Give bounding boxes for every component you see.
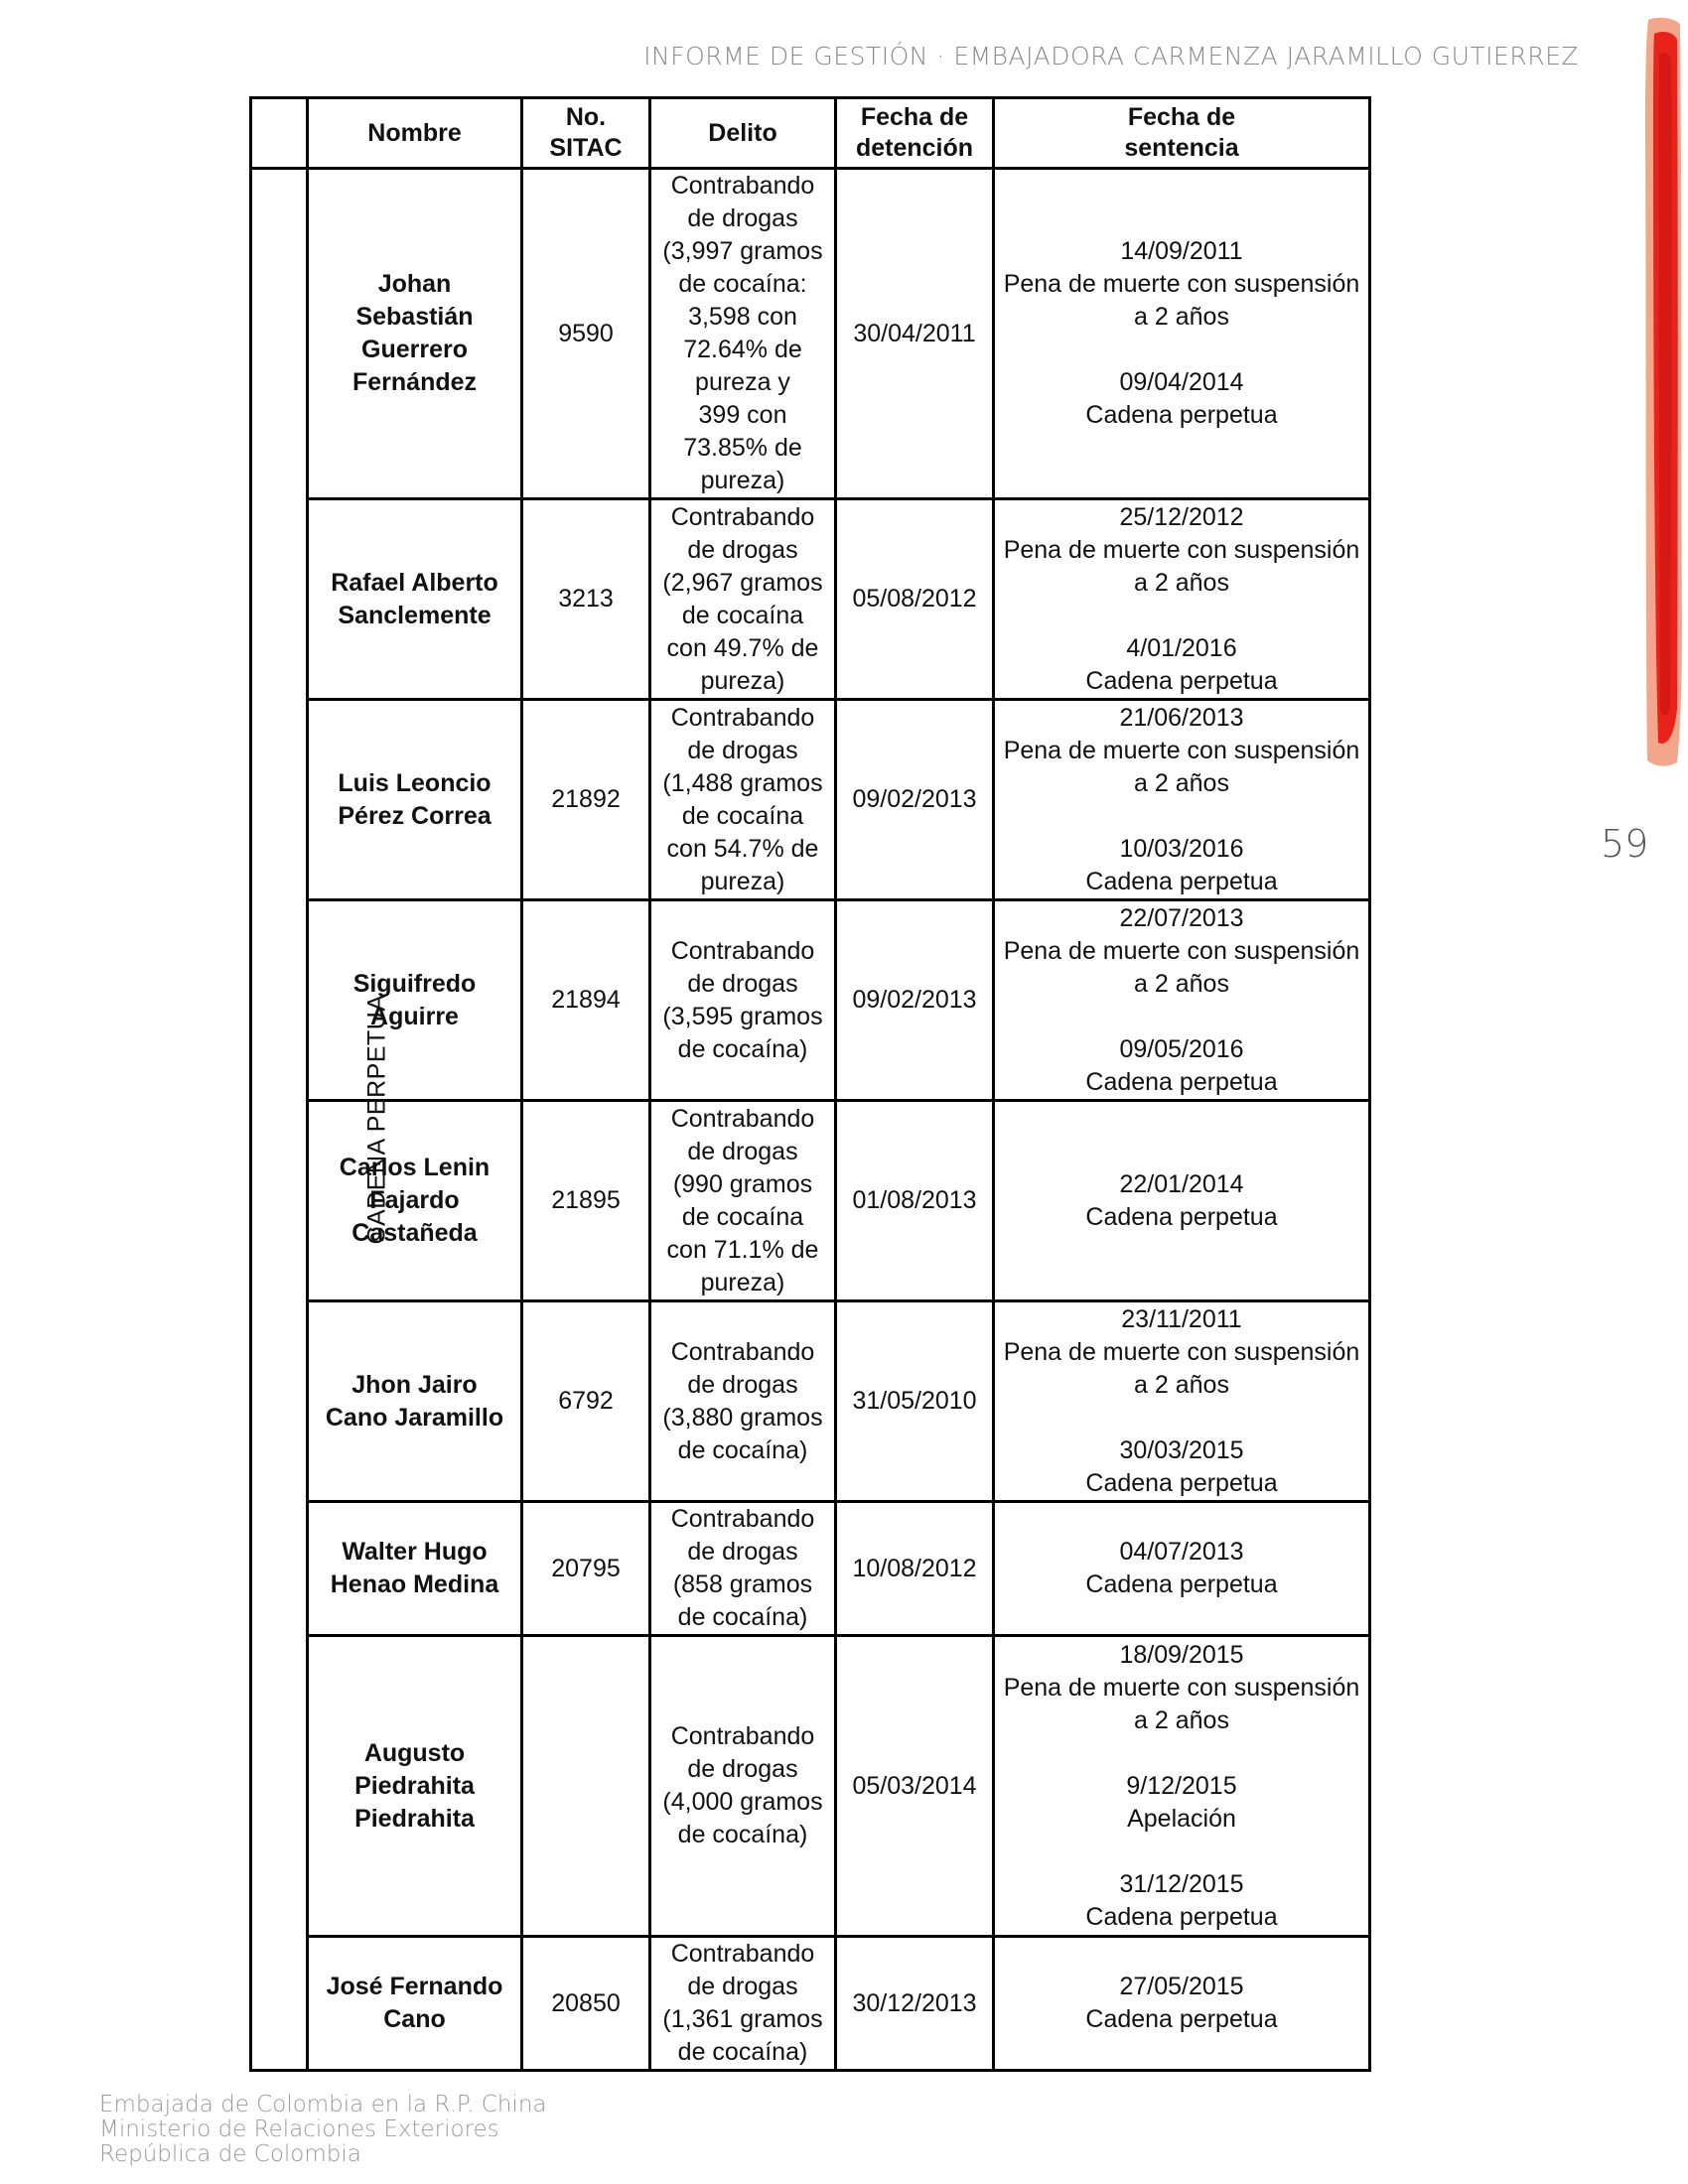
sentence-entry: 04/07/2013 Cadena perpetua [1085, 1538, 1278, 1598]
cell-nombre: Rafael Alberto Sanclemente [308, 499, 522, 700]
sentence-entry: 21/06/2013 Pena de muerte con suspensión a 2 años [1003, 703, 1360, 797]
cell-sitac: 6792 [522, 1301, 650, 1502]
cell-nombre: Johan Sebastián Guerrero Fernández [308, 169, 522, 499]
column-header-nombre: Nombre [308, 98, 522, 169]
footer-line-country: República de Colombia [99, 2141, 361, 2167]
cell-nombre: Siguifredo Aguirre [308, 900, 522, 1101]
cell-sitac [522, 1636, 650, 1937]
cell-fecha-sentencia [994, 1937, 1370, 2071]
column-header-sitac: No. SITAC [522, 98, 650, 169]
side-label-cell [251, 169, 391, 2071]
table-row [251, 1502, 1370, 1636]
sentence-entry: 09/04/2014 Cadena perpetua [1085, 368, 1278, 429]
sentence-entry: 09/05/2016 Cadena perpetua [1085, 1034, 1278, 1096]
cell-nombre: José Fernando Cano [308, 1937, 522, 2071]
cell-sitac: 20850 [522, 1937, 650, 2071]
cell-delito: Contrabando de drogas (1,361 gramos de cocaína) [650, 1937, 836, 2071]
cell-delito: Contrabando de drogas (3,595 gramos de cocaína) [650, 900, 836, 1101]
cell-delito: Contrabando de drogas (3,880 gramos de cocaína) [650, 1301, 836, 1502]
cell-sitac: 20795 [522, 1502, 650, 1636]
sentence-entry: 4/01/2016 Cadena perpetua [1085, 633, 1278, 695]
column-header-fecha-detencion: Fecha de detención [836, 98, 994, 169]
page-header: INFORME DE GESTIÓN · EMBAJADORA CARMENZA JARAMILLO GUTIERREZ [643, 42, 1579, 70]
header-empty-cell [251, 98, 308, 169]
cell-delito: Contrabando de drogas (1,488 gramos de cocaína con 54.7% de pureza) [650, 700, 836, 900]
sentence-entry: 22/07/2013 Pena de muerte con suspensión a 2 años [1003, 903, 1360, 998]
table-row [251, 1636, 1370, 1937]
cell-sitac: 21895 [522, 1101, 650, 1301]
sentence-entry: 18/09/2015 Pena de muerte con suspensión a 2 años [1003, 1640, 1360, 1734]
cell-fecha-detencion: 01/08/2013 [836, 1101, 994, 1301]
cell-sitac: 9590 [522, 169, 650, 499]
cell-delito: Contrabando de drogas (990 gramos de cocaína con 71.1% de pureza) [650, 1101, 836, 1301]
cell-fecha-detencion: 30/04/2011 [836, 169, 994, 499]
table-row [251, 900, 1370, 1101]
cell-fecha-detencion: 30/12/2013 [836, 1937, 994, 2071]
table-row [251, 499, 1370, 700]
cell-fecha-sentencia [994, 1301, 1370, 1502]
page-number: 59 [1601, 822, 1649, 866]
cell-delito: Contrabando de drogas (4,000 gramos de cocaína) [650, 1636, 836, 1937]
cell-fecha-detencion: 09/02/2013 [836, 700, 994, 900]
sentence-entry: 22/01/2014 Cadena perpetua [1085, 1169, 1278, 1231]
cell-fecha-sentencia [994, 1502, 1370, 1636]
table-row [251, 1937, 1370, 2071]
sentence-entry: 31/12/2015 Cadena perpetua [1085, 1869, 1278, 1931]
cell-delito: Contrabando de drogas (3,997 gramos de cocaína: 3,598 con 72.64% de pureza y 399 con 73.85% de pureza) [650, 169, 836, 499]
table-header-row [251, 98, 1370, 169]
cell-fecha-detencion: 09/02/2013 [836, 900, 994, 1101]
cell-nombre: Walter Hugo Henao Medina [308, 1502, 522, 1636]
cell-nombre: Augusto Piedrahita Piedrahita [308, 1636, 522, 1937]
cell-fecha-sentencia [994, 1636, 1370, 1937]
cell-fecha-detencion: 05/03/2014 [836, 1636, 994, 1937]
cell-fecha-sentencia [994, 499, 1370, 700]
page-footer [99, 2093, 547, 2167]
cell-sitac: 3213 [522, 499, 650, 700]
side-label-cadena-perpetua: CADENA PERPETUA [362, 994, 391, 1245]
column-header-fecha-sentencia: Fecha de sentencia [994, 98, 1370, 169]
table-row [251, 700, 1370, 900]
cell-fecha-sentencia [994, 700, 1370, 900]
cell-sitac: 21892 [522, 700, 650, 900]
cell-delito: Contrabando de drogas (858 gramos de cocaína) [650, 1502, 836, 1636]
table-row [251, 169, 1370, 499]
sentence-entry: 25/12/2012 Pena de muerte con suspensión a 2 años [1003, 502, 1360, 597]
table-row [251, 1301, 1370, 1502]
cell-nombre: Carlos Lenin Fajardo Castañeda [308, 1101, 522, 1301]
sentence-entry: 23/11/2011 Pena de muerte con suspensión a 2 años [1003, 1304, 1360, 1399]
cell-fecha-sentencia [994, 169, 1370, 499]
cell-nombre: Luis Leoncio Pérez Correa [308, 700, 522, 900]
sentence-entry: 27/05/2015 Cadena perpetua [1085, 1973, 1278, 2033]
cell-fecha-detencion: 10/08/2012 [836, 1502, 994, 1636]
cell-fecha-sentencia [994, 1101, 1370, 1301]
sentence-entry: 14/09/2011 Pena de muerte con suspensión a 2 años [1003, 237, 1360, 331]
sentence-entry: 30/03/2015 Cadena perpetua [1085, 1435, 1278, 1497]
cell-delito: Contrabando de drogas (2,967 gramos de cocaína con 49.7% de pureza) [650, 499, 836, 700]
cell-fecha-detencion: 05/08/2012 [836, 499, 994, 700]
cell-fecha-sentencia [994, 900, 1370, 1101]
sentence-entry: 10/03/2016 Cadena perpetua [1085, 834, 1278, 895]
footer-line-embassy: Embajada de Colombia en la R.P. China [99, 2092, 547, 2117]
footer-line-ministry: Ministerio de Relaciones Exteriores [99, 2116, 499, 2142]
cell-nombre: Jhon Jairo Cano Jaramillo [308, 1301, 522, 1502]
red-brush-stripe [1644, 14, 1684, 768]
column-header-delito: Delito [650, 98, 836, 169]
table-row [251, 1101, 1370, 1301]
cell-sitac: 21894 [522, 900, 650, 1101]
sentences-table [249, 96, 1371, 2072]
sentence-entry: 9/12/2015 Apelación [1126, 1771, 1237, 1833]
cell-fecha-detencion: 31/05/2010 [836, 1301, 994, 1502]
